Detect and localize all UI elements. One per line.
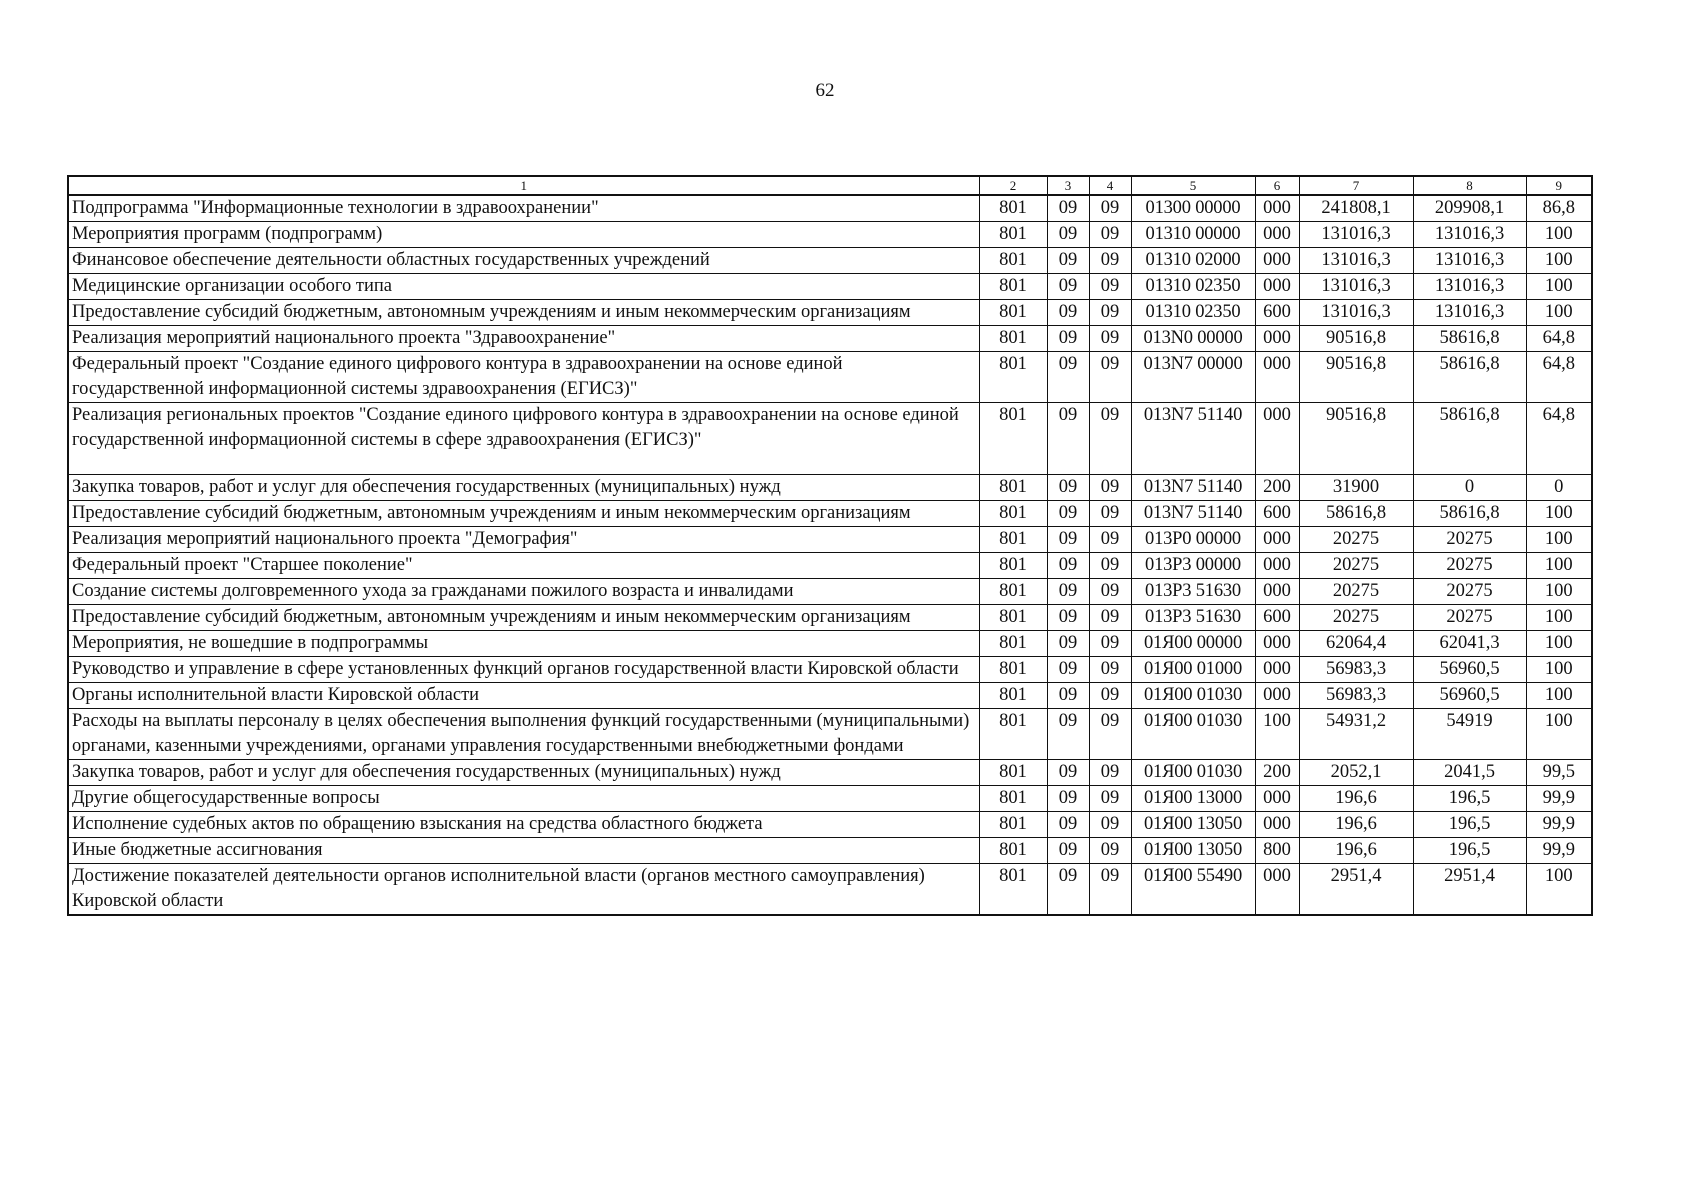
table-row <box>68 864 1592 916</box>
row-col-7: 131016,3 <box>1299 274 1413 300</box>
row-col-8: 131016,3 <box>1413 274 1526 300</box>
row-col-2: 801 <box>979 195 1047 222</box>
row-col-4: 09 <box>1089 838 1131 864</box>
table-header <box>68 176 1592 195</box>
table-row <box>68 812 1592 838</box>
row-col-6: 100 <box>1255 709 1299 760</box>
row-col-8: 196,5 <box>1413 812 1526 838</box>
row-col-9: 99,9 <box>1526 786 1592 812</box>
row-col-3: 09 <box>1047 352 1089 403</box>
row-col-8: 2951,4 <box>1413 864 1526 916</box>
row-col-6: 000 <box>1255 195 1299 222</box>
row-col-9: 64,8 <box>1526 403 1592 475</box>
row-col-8: 58616,8 <box>1413 352 1526 403</box>
row-col-4: 09 <box>1089 760 1131 786</box>
row-col-7: 131016,3 <box>1299 248 1413 274</box>
table-row <box>68 527 1592 553</box>
row-col-5: 01Я00 55490 <box>1131 864 1255 916</box>
row-col-4: 09 <box>1089 195 1131 222</box>
row-col-9: 100 <box>1526 683 1592 709</box>
row-col-3: 09 <box>1047 683 1089 709</box>
row-name: Предоставление субсидий бюджетным, автономным учреждениям и иным некоммерческим организациям <box>68 605 979 631</box>
table-row <box>68 657 1592 683</box>
row-col-3: 09 <box>1047 864 1089 916</box>
row-name: Федеральный проект "Создание единого цифрового контура в здравоохранении на основе единой государственной информационной системы здравоохранения (ЕГИСЗ)" <box>68 352 979 403</box>
table-body <box>68 195 1592 915</box>
table-row <box>68 605 1592 631</box>
row-col-2: 801 <box>979 812 1047 838</box>
row-col-5: 013N7 51140 <box>1131 475 1255 501</box>
row-col-7: 196,6 <box>1299 838 1413 864</box>
row-col-9: 0 <box>1526 475 1592 501</box>
table-row <box>68 683 1592 709</box>
row-col-4: 09 <box>1089 352 1131 403</box>
row-col-4: 09 <box>1089 300 1131 326</box>
row-col-5: 01310 02000 <box>1131 248 1255 274</box>
row-col-9: 100 <box>1526 553 1592 579</box>
row-col-7: 131016,3 <box>1299 222 1413 248</box>
header-col-5: 5 <box>1131 176 1255 195</box>
header-col-6: 6 <box>1255 176 1299 195</box>
table-row <box>68 326 1592 352</box>
row-name: Исполнение судебных актов по обращению взыскания на средства областного бюджета <box>68 812 979 838</box>
row-col-7: 131016,3 <box>1299 300 1413 326</box>
row-col-2: 801 <box>979 553 1047 579</box>
header-col-2: 2 <box>979 176 1047 195</box>
row-col-4: 09 <box>1089 222 1131 248</box>
row-col-6: 000 <box>1255 553 1299 579</box>
row-col-9: 86,8 <box>1526 195 1592 222</box>
row-col-4: 09 <box>1089 605 1131 631</box>
table-row <box>68 501 1592 527</box>
row-col-8: 131016,3 <box>1413 222 1526 248</box>
row-col-9: 100 <box>1526 864 1592 916</box>
row-col-5: 013P3 51630 <box>1131 579 1255 605</box>
row-col-7: 90516,8 <box>1299 403 1413 475</box>
row-col-8: 58616,8 <box>1413 501 1526 527</box>
row-col-6: 000 <box>1255 326 1299 352</box>
row-col-5: 013P0 00000 <box>1131 527 1255 553</box>
table-row <box>68 579 1592 605</box>
table-row <box>68 195 1592 222</box>
row-col-3: 09 <box>1047 631 1089 657</box>
row-col-4: 09 <box>1089 527 1131 553</box>
row-col-4: 09 <box>1089 501 1131 527</box>
row-col-8: 62041,3 <box>1413 631 1526 657</box>
row-col-7: 56983,3 <box>1299 683 1413 709</box>
row-col-9: 100 <box>1526 579 1592 605</box>
row-col-5: 01Я00 13050 <box>1131 838 1255 864</box>
row-col-2: 801 <box>979 501 1047 527</box>
row-col-7: 31900 <box>1299 475 1413 501</box>
row-col-7: 196,6 <box>1299 812 1413 838</box>
row-col-9: 100 <box>1526 222 1592 248</box>
row-col-2: 801 <box>979 300 1047 326</box>
table-row <box>68 274 1592 300</box>
row-col-4: 09 <box>1089 657 1131 683</box>
row-name: Расходы на выплаты персоналу в целях обеспечения выполнения функций государственными (муниципальными) органами, казенными учреждениями, органами управления государственными внебюджетными фондами <box>68 709 979 760</box>
row-col-3: 09 <box>1047 605 1089 631</box>
row-name: Создание системы долговременного ухода за гражданами пожилого возраста и инвалидами <box>68 579 979 605</box>
row-name: Федеральный проект "Старшее поколение" <box>68 553 979 579</box>
row-col-7: 20275 <box>1299 527 1413 553</box>
row-col-9: 100 <box>1526 248 1592 274</box>
row-col-3: 09 <box>1047 786 1089 812</box>
row-col-2: 801 <box>979 631 1047 657</box>
row-col-3: 09 <box>1047 403 1089 475</box>
row-col-9: 100 <box>1526 527 1592 553</box>
row-col-9: 99,9 <box>1526 812 1592 838</box>
row-col-7: 56983,3 <box>1299 657 1413 683</box>
row-col-6: 000 <box>1255 812 1299 838</box>
row-col-4: 09 <box>1089 579 1131 605</box>
row-name: Другие общегосударственные вопросы <box>68 786 979 812</box>
row-col-8: 20275 <box>1413 605 1526 631</box>
row-name: Реализация региональных проектов "Создание единого цифрового контура в здравоохранении на основе единой государственной информационной системы в сфере здравоохранения (ЕГИСЗ)" <box>68 403 979 475</box>
row-col-2: 801 <box>979 248 1047 274</box>
row-col-8: 20275 <box>1413 527 1526 553</box>
header-col-8: 8 <box>1413 176 1526 195</box>
row-col-3: 09 <box>1047 553 1089 579</box>
row-col-6: 000 <box>1255 403 1299 475</box>
page-number: 62 <box>815 80 835 101</box>
row-col-3: 09 <box>1047 195 1089 222</box>
row-col-9: 100 <box>1526 709 1592 760</box>
row-col-8: 0 <box>1413 475 1526 501</box>
row-col-8: 196,5 <box>1413 838 1526 864</box>
row-col-5: 013N0 00000 <box>1131 326 1255 352</box>
row-name: Закупка товаров, работ и услуг для обеспечения государственных (муниципальных) нужд <box>68 760 979 786</box>
row-col-4: 09 <box>1089 631 1131 657</box>
row-name: Органы исполнительной власти Кировской области <box>68 683 979 709</box>
row-col-3: 09 <box>1047 527 1089 553</box>
row-col-2: 801 <box>979 326 1047 352</box>
row-name: Достижение показателей деятельности органов исполнительной власти (органов местного самоуправления) Кировской области <box>68 864 979 916</box>
header-col-9: 9 <box>1526 176 1592 195</box>
row-col-5: 01310 02350 <box>1131 274 1255 300</box>
row-col-6: 000 <box>1255 352 1299 403</box>
row-col-7: 58616,8 <box>1299 501 1413 527</box>
row-col-4: 09 <box>1089 683 1131 709</box>
row-col-6: 000 <box>1255 657 1299 683</box>
table-row <box>68 352 1592 403</box>
row-col-6: 000 <box>1255 683 1299 709</box>
row-col-7: 20275 <box>1299 579 1413 605</box>
row-col-9: 99,5 <box>1526 760 1592 786</box>
row-col-5: 01Я00 13050 <box>1131 812 1255 838</box>
row-col-9: 64,8 <box>1526 326 1592 352</box>
row-name: Мероприятия программ (подпрограмм) <box>68 222 979 248</box>
row-col-9: 64,8 <box>1526 352 1592 403</box>
row-col-2: 801 <box>979 709 1047 760</box>
row-col-7: 54931,2 <box>1299 709 1413 760</box>
row-col-5: 01Я00 01030 <box>1131 760 1255 786</box>
row-col-2: 801 <box>979 352 1047 403</box>
table-row <box>68 475 1592 501</box>
row-col-3: 09 <box>1047 326 1089 352</box>
row-col-3: 09 <box>1047 657 1089 683</box>
row-name: Реализация мероприятий национального проекта "Здравоохранение" <box>68 326 979 352</box>
row-col-5: 013P3 51630 <box>1131 605 1255 631</box>
row-col-3: 09 <box>1047 760 1089 786</box>
row-name: Финансовое обеспечение деятельности областных государственных учреждений <box>68 248 979 274</box>
row-col-8: 56960,5 <box>1413 683 1526 709</box>
row-col-7: 241808,1 <box>1299 195 1413 222</box>
row-col-2: 801 <box>979 527 1047 553</box>
row-col-8: 20275 <box>1413 553 1526 579</box>
row-col-4: 09 <box>1089 326 1131 352</box>
row-col-2: 801 <box>979 403 1047 475</box>
row-name: Мероприятия, не вошедшие в подпрограммы <box>68 631 979 657</box>
row-col-8: 20275 <box>1413 579 1526 605</box>
row-col-2: 801 <box>979 657 1047 683</box>
row-col-2: 801 <box>979 864 1047 916</box>
row-col-6: 000 <box>1255 579 1299 605</box>
row-col-7: 90516,8 <box>1299 326 1413 352</box>
row-col-5: 013N7 51140 <box>1131 501 1255 527</box>
row-col-5: 013P3 00000 <box>1131 553 1255 579</box>
row-col-2: 801 <box>979 475 1047 501</box>
row-col-6: 000 <box>1255 222 1299 248</box>
row-col-7: 196,6 <box>1299 786 1413 812</box>
row-col-3: 09 <box>1047 274 1089 300</box>
row-col-4: 09 <box>1089 786 1131 812</box>
table-row <box>68 786 1592 812</box>
row-name: Предоставление субсидий бюджетным, автономным учреждениям и иным некоммерческим организациям <box>68 300 979 326</box>
row-col-8: 2041,5 <box>1413 760 1526 786</box>
table-row <box>68 553 1592 579</box>
row-col-6: 200 <box>1255 475 1299 501</box>
row-col-2: 801 <box>979 605 1047 631</box>
table-row <box>68 709 1592 760</box>
row-col-6: 600 <box>1255 605 1299 631</box>
row-col-4: 09 <box>1089 248 1131 274</box>
row-col-9: 100 <box>1526 274 1592 300</box>
row-col-6: 000 <box>1255 786 1299 812</box>
row-col-3: 09 <box>1047 300 1089 326</box>
row-col-5: 01Я00 01030 <box>1131 683 1255 709</box>
row-col-9: 100 <box>1526 501 1592 527</box>
row-col-2: 801 <box>979 838 1047 864</box>
row-col-8: 58616,8 <box>1413 403 1526 475</box>
row-col-3: 09 <box>1047 222 1089 248</box>
row-col-6: 600 <box>1255 300 1299 326</box>
row-col-9: 100 <box>1526 605 1592 631</box>
row-name: Подпрограмма "Информационные технологии в здравоохранении" <box>68 195 979 222</box>
header-col-4: 4 <box>1089 176 1131 195</box>
row-col-6: 000 <box>1255 631 1299 657</box>
budget-table <box>67 175 1593 916</box>
header-col-3: 3 <box>1047 176 1089 195</box>
row-col-3: 09 <box>1047 501 1089 527</box>
row-col-6: 600 <box>1255 501 1299 527</box>
row-col-3: 09 <box>1047 812 1089 838</box>
row-name: Закупка товаров, работ и услуг для обеспечения государственных (муниципальных) нужд <box>68 475 979 501</box>
row-col-5: 01300 00000 <box>1131 195 1255 222</box>
row-col-4: 09 <box>1089 812 1131 838</box>
row-col-7: 90516,8 <box>1299 352 1413 403</box>
row-col-6: 000 <box>1255 274 1299 300</box>
row-col-5: 013N7 00000 <box>1131 352 1255 403</box>
row-col-7: 20275 <box>1299 553 1413 579</box>
row-col-5: 01Я00 00000 <box>1131 631 1255 657</box>
row-col-8: 196,5 <box>1413 786 1526 812</box>
header-col-7: 7 <box>1299 176 1413 195</box>
row-col-8: 209908,1 <box>1413 195 1526 222</box>
row-name: Реализация мероприятий национального проекта "Демография" <box>68 527 979 553</box>
row-col-9: 100 <box>1526 657 1592 683</box>
header-col-1: 1 <box>68 176 979 195</box>
row-col-7: 20275 <box>1299 605 1413 631</box>
table-row <box>68 222 1592 248</box>
row-col-4: 09 <box>1089 553 1131 579</box>
row-col-5: 01310 02350 <box>1131 300 1255 326</box>
row-col-8: 131016,3 <box>1413 300 1526 326</box>
row-col-8: 58616,8 <box>1413 326 1526 352</box>
row-name: Предоставление субсидий бюджетным, автономным учреждениям и иным некоммерческим организациям <box>68 501 979 527</box>
row-col-2: 801 <box>979 760 1047 786</box>
row-col-2: 801 <box>979 786 1047 812</box>
table-row <box>68 403 1592 475</box>
row-col-6: 000 <box>1255 864 1299 916</box>
row-col-2: 801 <box>979 274 1047 300</box>
row-col-7: 2951,4 <box>1299 864 1413 916</box>
table-row <box>68 631 1592 657</box>
row-col-3: 09 <box>1047 709 1089 760</box>
row-col-4: 09 <box>1089 709 1131 760</box>
row-col-2: 801 <box>979 683 1047 709</box>
row-name: Медицинские организации особого типа <box>68 274 979 300</box>
row-col-6: 800 <box>1255 838 1299 864</box>
table-row <box>68 838 1592 864</box>
row-col-6: 200 <box>1255 760 1299 786</box>
row-col-3: 09 <box>1047 475 1089 501</box>
row-col-2: 801 <box>979 579 1047 605</box>
row-col-4: 09 <box>1089 864 1131 916</box>
row-col-8: 56960,5 <box>1413 657 1526 683</box>
row-col-5: 01Я00 01000 <box>1131 657 1255 683</box>
row-col-8: 131016,3 <box>1413 248 1526 274</box>
row-name: Иные бюджетные ассигнования <box>68 838 979 864</box>
row-col-7: 2052,1 <box>1299 760 1413 786</box>
row-col-5: 01310 00000 <box>1131 222 1255 248</box>
header-row <box>68 176 1592 195</box>
row-col-5: 013N7 51140 <box>1131 403 1255 475</box>
row-col-9: 100 <box>1526 300 1592 326</box>
row-col-9: 100 <box>1526 631 1592 657</box>
row-col-3: 09 <box>1047 838 1089 864</box>
row-col-4: 09 <box>1089 274 1131 300</box>
row-col-5: 01Я00 01030 <box>1131 709 1255 760</box>
row-col-4: 09 <box>1089 403 1131 475</box>
row-name: Руководство и управление в сфере установленных функций органов государственной власти Кировской области <box>68 657 979 683</box>
row-col-3: 09 <box>1047 579 1089 605</box>
row-col-6: 000 <box>1255 248 1299 274</box>
row-col-5: 01Я00 13000 <box>1131 786 1255 812</box>
row-col-2: 801 <box>979 222 1047 248</box>
row-col-6: 000 <box>1255 527 1299 553</box>
row-col-9: 99,9 <box>1526 838 1592 864</box>
row-col-4: 09 <box>1089 475 1131 501</box>
row-col-3: 09 <box>1047 248 1089 274</box>
row-col-7: 62064,4 <box>1299 631 1413 657</box>
table-row <box>68 248 1592 274</box>
row-col-8: 54919 <box>1413 709 1526 760</box>
table-row <box>68 300 1592 326</box>
table-row <box>68 760 1592 786</box>
